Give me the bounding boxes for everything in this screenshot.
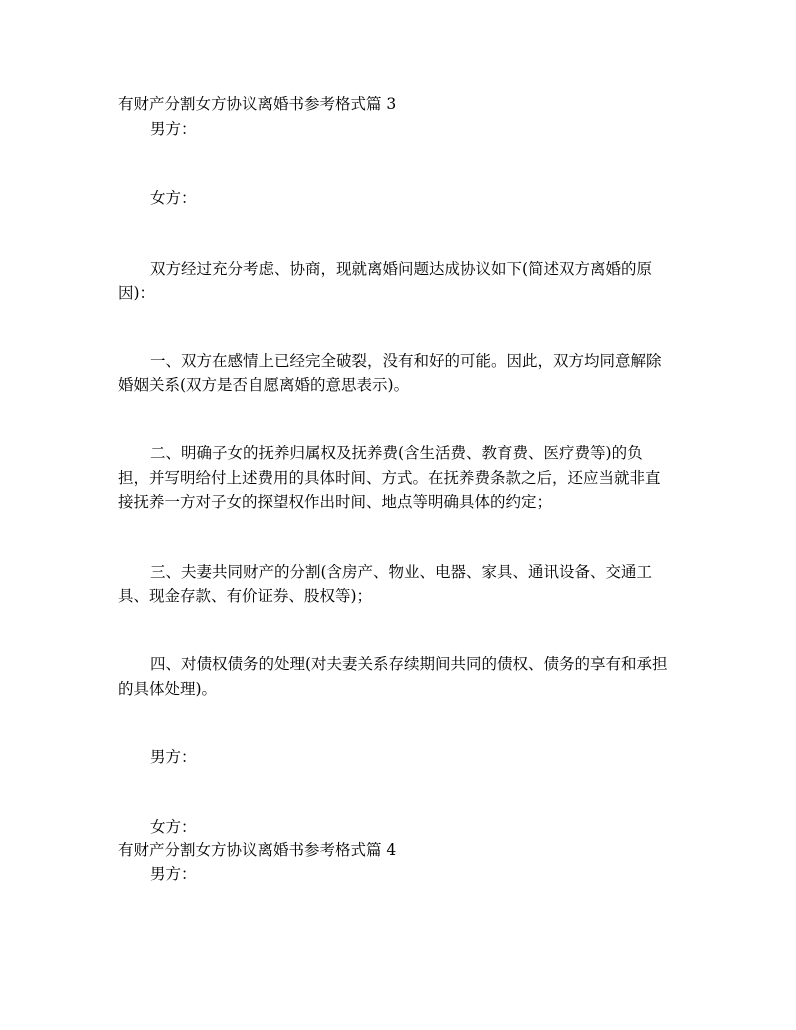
item-3-line-1: 三、夫妻共同财产的分割(含房产、物业、电器、家具、通讯设备、交通工 xyxy=(150,563,653,581)
item-1-line-1: 一、双方在感情上已经完全破裂，没有和好的可能。因此，双方均同意解除 xyxy=(150,352,662,370)
woman-signature-label: 女方： xyxy=(150,818,197,836)
intro-paragraph-line-1: 双方经过充分考虑、协商，现就离婚问题达成协议如下(简述双方离婚的原 xyxy=(150,260,653,278)
item-2-line-1: 二、明确子女的抚养归属权及抚养费(含生活费、教育费、医疗费等)的负 xyxy=(150,444,643,462)
item-4-line-1: 四、对债权债务的处理(对夫妻关系存续期间共同的债权、债务的享有和承担 xyxy=(150,655,668,673)
item-4-line-2: 的具体处理)。 xyxy=(118,680,218,698)
item-2-line-3: 接抚养一方对子女的探望权作出时间、地点等明确具体的约定； xyxy=(118,493,553,511)
man-label: 男方： xyxy=(150,865,197,883)
item-3-line-2: 具、现金存款、有价证券、股权等)； xyxy=(118,587,373,605)
section-4-title: 有财产分割女方协议离婚书参考格式篇 4 xyxy=(118,841,397,859)
man-label: 男方： xyxy=(150,120,197,138)
section-3-title: 有财产分割女方协议离婚书参考格式篇 3 xyxy=(118,95,397,113)
intro-paragraph-line-2: 因)： xyxy=(118,284,156,302)
man-signature-label: 男方： xyxy=(150,748,197,766)
item-1-line-2: 婚姻关系(双方是否自愿离婚的意思表示)。 xyxy=(118,376,410,394)
item-2-line-2: 担，并写明给付上述费用的具体时间、方式。在抚养费条款之后，还应当就非直 xyxy=(118,469,661,487)
woman-label: 女方： xyxy=(150,189,197,207)
